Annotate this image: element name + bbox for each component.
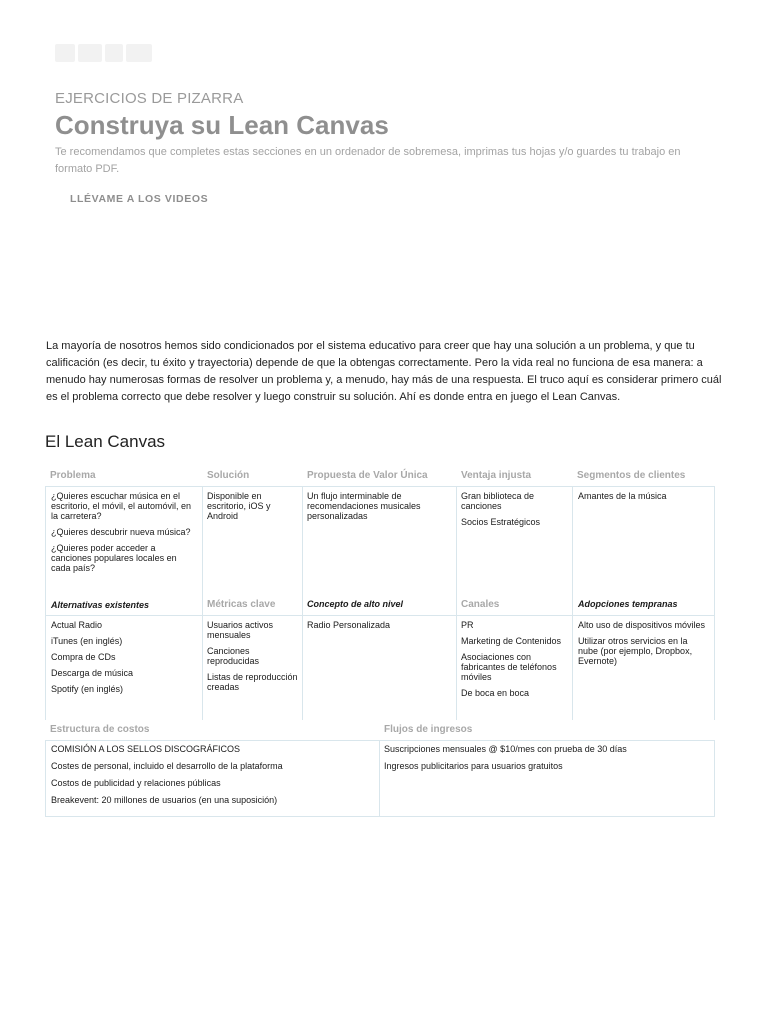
grid-line — [302, 486, 303, 720]
cell-canales — [461, 620, 569, 704]
list-item: Radio Personalizada — [307, 620, 391, 630]
cell-ventaja — [461, 491, 569, 533]
list-item: Spotify (en inglés) — [51, 684, 124, 694]
cell-metricas — [207, 620, 299, 698]
list-item: Suscripciones mensuales @ $10/mes con prueba de 30 días — [384, 744, 627, 754]
list-item: De boca en boca — [461, 688, 530, 698]
subheader-canales: Canales — [461, 599, 500, 610]
cell-problema — [51, 491, 197, 579]
header-ingresos: Flujos de ingresos — [384, 724, 473, 735]
list-item: Usuarios activos mensuales — [207, 620, 274, 640]
list-item: Utilizar otros servicios en la nube (por ejemplo, Dropbox, Evernote) — [578, 636, 693, 666]
header-propuesta: Propuesta de Valor Única — [307, 470, 428, 481]
header-problema: Problema — [50, 470, 96, 481]
list-item: Ingresos publicitarios para usuarios gratuitos — [384, 761, 563, 771]
page-eyebrow: EJERCICIOS DE PIZARRA — [55, 90, 244, 107]
page-title: Construya su Lean Canvas — [55, 110, 389, 140]
list-item: Listas de reproducción creadas — [207, 672, 298, 692]
cell-alternativas — [51, 620, 197, 700]
list-item: ¿Quieres poder acceder a canciones populares locales en cada país? — [51, 543, 177, 573]
site-logo — [55, 44, 165, 64]
grid-line — [45, 615, 715, 616]
grid-line — [379, 740, 380, 817]
intro-paragraph: La mayoría de nosotros hemos sido condicionados por el sistema educativo para creer que hay una solución a un problema, y que tu calificación (es decir, tu éxito y trayectoria) depende de que la obtengas correctamente. Pero la vida real no funciona de esa manera: a menudo hay numerosas formas de resolver un problema y, a menudo, hay más de una respuesta. El truco aquí es considerar primero cuál es el problema correcto que debe resolver y luego construir su solución. Ahí es donde entra en juego el Lean Canvas. — [46, 340, 722, 403]
list-item: Costes de personal, incluido el desarrollo de la plataforma — [51, 761, 283, 771]
cell-solucion — [207, 491, 299, 527]
list-item: Compra de CDs — [51, 652, 116, 662]
list-item: COMISIÓN A LOS SELLOS DISCOGRÁFICOS — [51, 744, 241, 754]
list-item: Gran biblioteca de canciones — [461, 491, 535, 511]
subheader-concepto: Concepto de alto nivel — [307, 599, 404, 609]
list-item: Alto uso de dispositivos móviles — [578, 620, 706, 630]
section-title: El Lean Canvas — [45, 432, 166, 451]
list-item: iTunes (en inglés) — [51, 636, 123, 646]
list-item: Actual Radio — [51, 620, 103, 630]
list-item: Breakevent: 20 millones de usuarios (en una suposición) — [51, 795, 278, 805]
header-costos: Estructura de costos — [50, 724, 150, 735]
header-segmentos: Segmentos de clientes — [577, 470, 686, 481]
header-ventaja: Ventaja injusta — [461, 470, 532, 481]
subheader-adopciones: Adopciones tempranas — [578, 599, 678, 609]
grid-line — [45, 740, 46, 817]
list-item: Asociaciones con fabricantes de teléfonos móviles — [461, 652, 557, 682]
cell-ingresos — [384, 744, 710, 778]
list-item: ¿Quieres escuchar música en el escritorio, el móvil, el automóvil, en la carretera? — [51, 491, 192, 521]
grid-line — [714, 486, 715, 720]
grid-line — [456, 486, 457, 720]
list-item: Costos de publicidad y relaciones públicas — [51, 778, 221, 788]
cell-propuesta — [307, 491, 452, 527]
grid-line — [45, 816, 715, 817]
cell-segmentos — [578, 491, 710, 507]
list-item: ¿Quieres descubrir nueva música? — [51, 527, 191, 537]
grid-line — [572, 486, 573, 720]
list-item: Un flujo interminable de recomendaciones musicales personalizadas — [307, 491, 421, 521]
subheader-metricas: Métricas clave — [207, 599, 276, 610]
cell-concepto — [307, 620, 452, 636]
page-subtitle: Te recomendamos que completes estas secciones en un ordenador de sobremesa, imprimas tus hojas y/o guardes tu trabajo en formato PDF. — [55, 146, 681, 175]
list-item: Disponible en escritorio, iOS y Android — [207, 491, 271, 521]
grid-line — [45, 740, 715, 741]
list-item: Descarga de música — [51, 668, 134, 678]
list-item: PR — [461, 620, 474, 630]
list-item: Canciones reproducidas — [207, 646, 260, 666]
grid-line — [45, 486, 46, 720]
list-item: Amantes de la música — [578, 491, 667, 501]
cell-adopciones — [578, 620, 710, 672]
list-item: Socios Estratégicos — [461, 517, 541, 527]
cell-costos — [51, 744, 375, 812]
header-solucion: Solución — [207, 470, 250, 481]
list-item: Marketing de Contenidos — [461, 636, 562, 646]
grid-line — [45, 486, 715, 487]
videos-link[interactable]: LLÉVAME A LOS VIDEOS — [70, 193, 209, 205]
grid-line — [202, 486, 203, 720]
subheader-alternativas: Alternativas existentes — [51, 600, 150, 610]
grid-line — [714, 740, 715, 817]
